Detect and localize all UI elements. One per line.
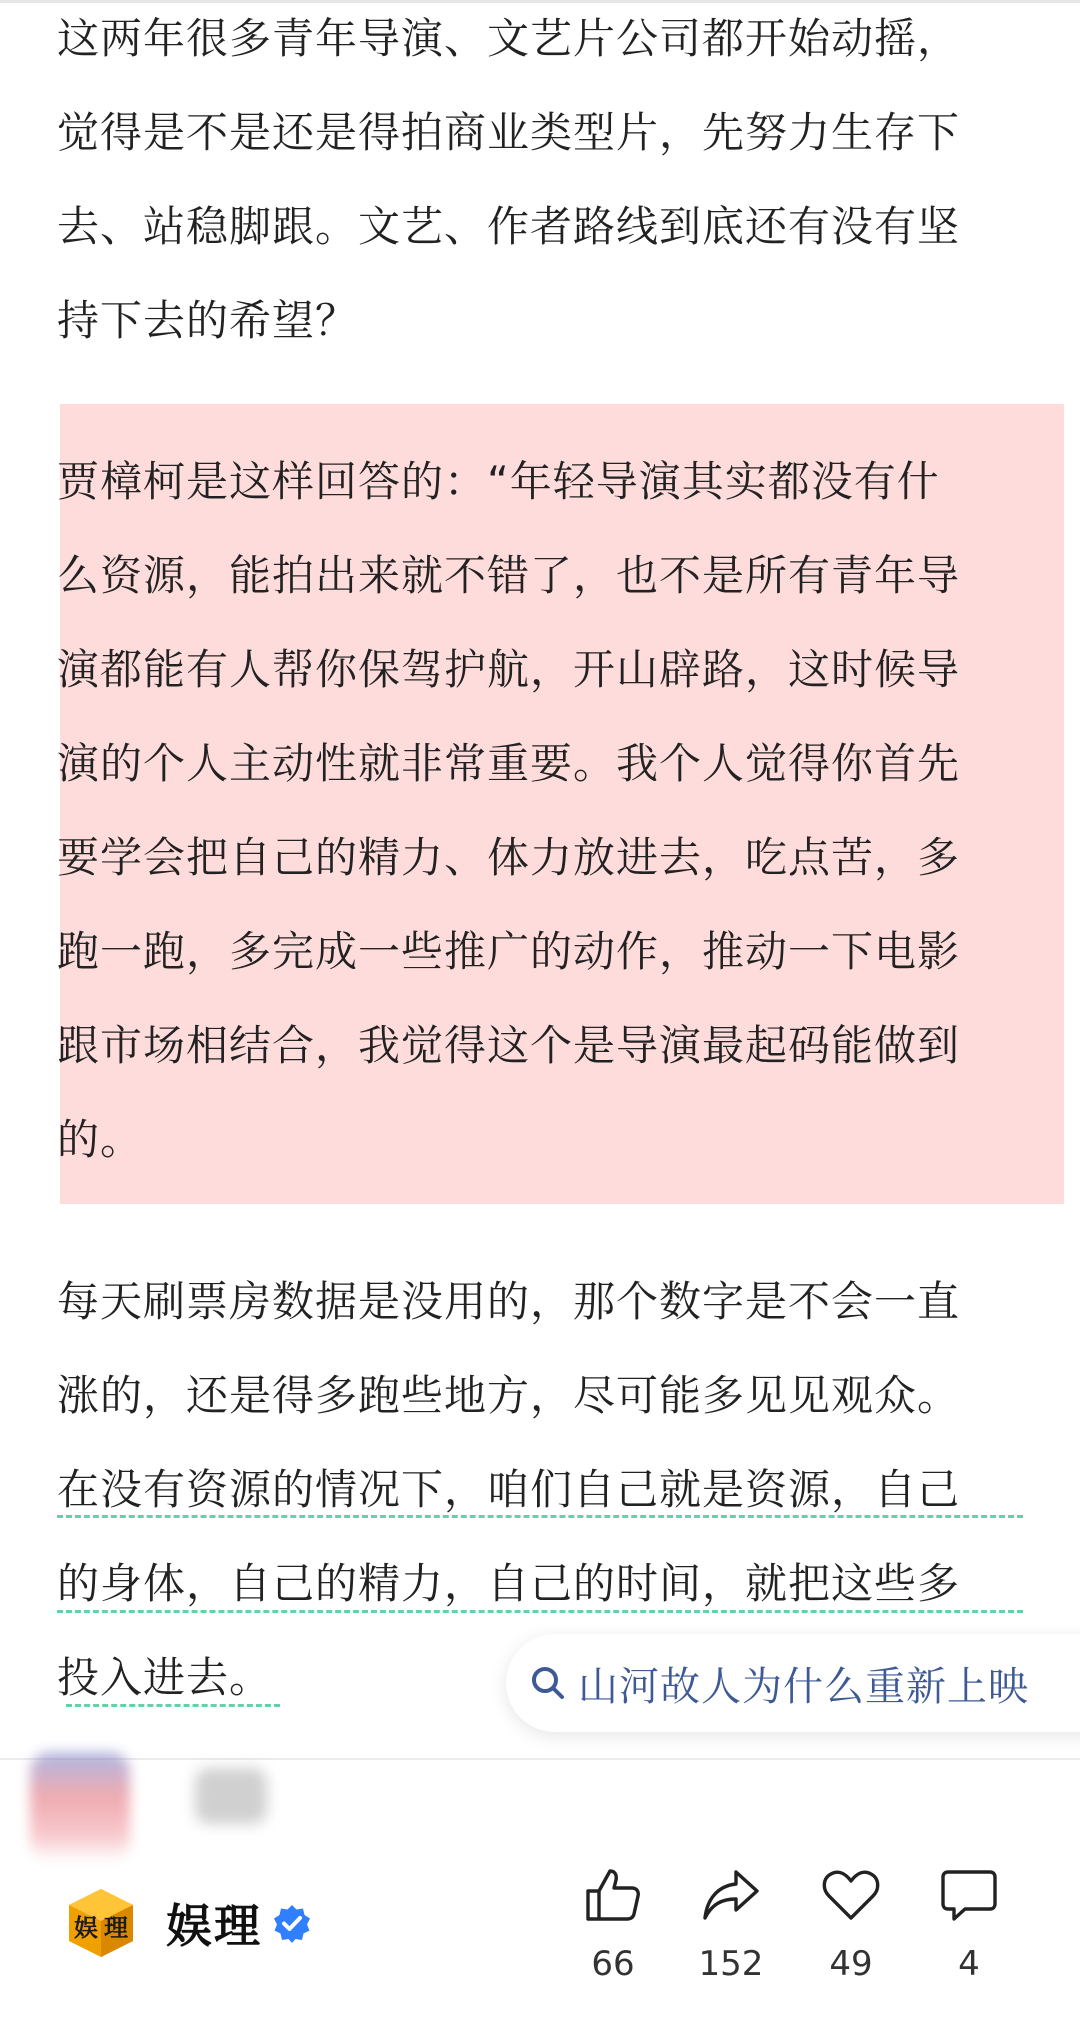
search-suggestion-text: 山河故人为什么重新上映 xyxy=(578,1663,1029,1710)
text-line: 演都能有人帮你保驾护航，开山辟路，这时候导 xyxy=(57,645,961,694)
comment-button[interactable] xyxy=(924,1864,1014,1984)
heart-icon xyxy=(820,1864,882,1926)
author-info[interactable] xyxy=(64,1886,312,1960)
keyword-underline xyxy=(57,1610,1023,1613)
paragraph-intro xyxy=(57,0,1037,368)
text-line[interactable]: 在没有资源的情况下，咱们自己就是资源，自己 xyxy=(57,1465,961,1514)
search-icon xyxy=(528,1663,568,1703)
blurred-image xyxy=(195,1768,267,1824)
text-line: 跑一跑，多完成一些推广的动作，推动一下电影 xyxy=(57,927,961,976)
author-name[interactable]: 娱理 xyxy=(166,1899,262,1953)
author-avatar[interactable] xyxy=(64,1886,138,1960)
search-suggestion-button[interactable] xyxy=(506,1634,1080,1732)
like-count: 66 xyxy=(591,1944,635,1984)
verified-badge-icon xyxy=(272,1903,312,1943)
favorite-button[interactable] xyxy=(806,1864,896,1984)
text-line: 么资源，能拍出来就不错了，也不是所有青年导 xyxy=(57,551,961,600)
favorite-count: 49 xyxy=(829,1944,873,1984)
keyword-underline xyxy=(66,1704,280,1707)
thumbs-up-icon xyxy=(582,1864,644,1926)
comment-icon xyxy=(938,1864,1000,1926)
like-button[interactable] xyxy=(568,1864,658,1984)
section-divider xyxy=(0,1758,1080,1760)
share-icon xyxy=(700,1864,762,1926)
comment-count: 4 xyxy=(958,1944,980,1984)
blurred-image xyxy=(30,1752,130,1862)
text-line: 持下去的希望？ xyxy=(57,296,359,345)
text-line[interactable]: 投入进去。 xyxy=(57,1653,273,1702)
text-line: 去、站稳脚跟。文艺、作者路线到底还有没有坚 xyxy=(57,202,961,251)
text-line: 要学会把自己的精力、体力放进去，吃点苦，多 xyxy=(57,833,961,882)
text-line: 涨的，还是得多跑些地方，尽可能多见见观众。 xyxy=(57,1371,961,1420)
share-button[interactable] xyxy=(686,1864,776,1984)
text-line: 贾樟柯是这样回答的：“年轻导演其实都没有什 xyxy=(57,457,940,506)
share-count: 152 xyxy=(698,1944,764,1984)
text-line: 演的个人主动性就非常重要。我个人觉得你首先 xyxy=(57,739,961,788)
text-line: 这两年很多青年导演、文艺片公司都开始动摇， xyxy=(57,14,961,63)
text-line[interactable]: 的身体，自己的精力，自己的时间，就把这些多 xyxy=(57,1559,961,1608)
text-line: 每天刷票房数据是没用的，那个数字是不会一直 xyxy=(57,1277,961,1326)
paragraph-quote xyxy=(57,435,1037,1187)
avatar-char: 理 xyxy=(104,1914,128,1942)
text-line: 觉得是不是还是得拍商业类型片，先努力生存下 xyxy=(57,108,961,157)
text-line: 的。 xyxy=(57,1115,144,1164)
text-line: 跟市场相结合，我觉得这个是导演最起码能做到 xyxy=(57,1021,961,1070)
avatar-char: 娱 xyxy=(74,1914,98,1942)
keyword-underline xyxy=(57,1515,1023,1518)
